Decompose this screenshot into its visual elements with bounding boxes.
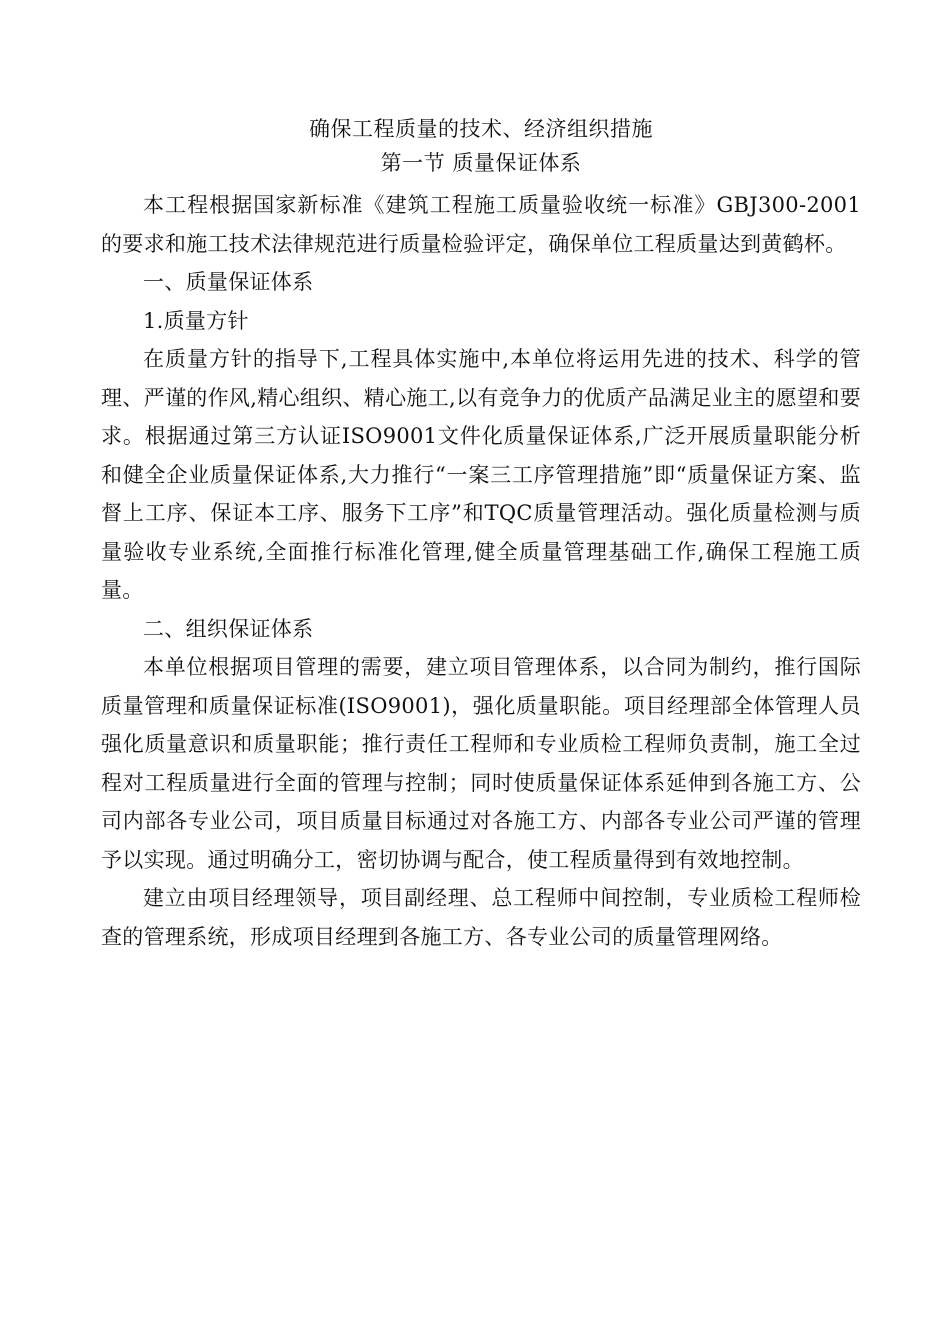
intro-paragraph: 本工程根据国家新标准《建筑工程施工质量验收统一标准》GBJ300-2001的要求和施工技术法律规范进行质量检验评定，确保单位工程质量达到黄鹤杯。 xyxy=(101,193,861,256)
heading-quality-assurance-system: 一、质量保证体系 xyxy=(143,270,314,294)
organization-paragraph-1: 本单位根据项目管理的需要，建立项目管理体系，以合同为制约，推行国际质量管理和质量保证标准(ISO9001)，强化质量职能。项目经理部全体管理人员强化质量意识和质量职能；推行责任工程师和专业质检工程师负责制，施工全过程对工程质量进行全面的管理与控制；同时使质量保证体系延伸到各施工方、公司内部各专业公司，项目质量目标通过对各施工方、内部各专业公司严谨的管理予以实现。通过明确分工，密切协调与配合，使工程质量得到有效地控制。 xyxy=(101,655,861,872)
section-title: 第一节 质量保证体系 xyxy=(380,151,582,175)
subheading-quality-policy: 1.质量方针 xyxy=(143,308,249,333)
organization-paragraph-2: 建立由项目经理领导，项目副经理、总工程师中间控制，专业质检工程师检查的管理系统，形成项目经理到各施工方、各专业公司的质量管理网络。 xyxy=(101,886,861,949)
document-page xyxy=(101,112,861,956)
document-title: 确保工程质量的技术、经济组织措施 xyxy=(309,117,653,141)
heading-organization-assurance-system: 二、组织保证体系 xyxy=(143,616,314,641)
quality-policy-paragraph: 在质量方针的指导下,工程具体实施中,本单位将运用先进的技术、科学的管理、严谨的作风,精心组织、精心施工,以有竞争力的优质产品满足业主的愿望和要求。根据通过第三方认证ISO9001文件化质量保证体系,广泛开展质量职能分析和健全企业质量保证体系,大力推行“一案三工序管理措施”即“质量保证方案、监督上工序、保证本工序、服务下工序”和TQC质量管理活动。强化质量检测与质量验收专业系统,全面推行标准化管理,健全质量管理基础工作,确保工程施工质量。 xyxy=(101,347,861,602)
